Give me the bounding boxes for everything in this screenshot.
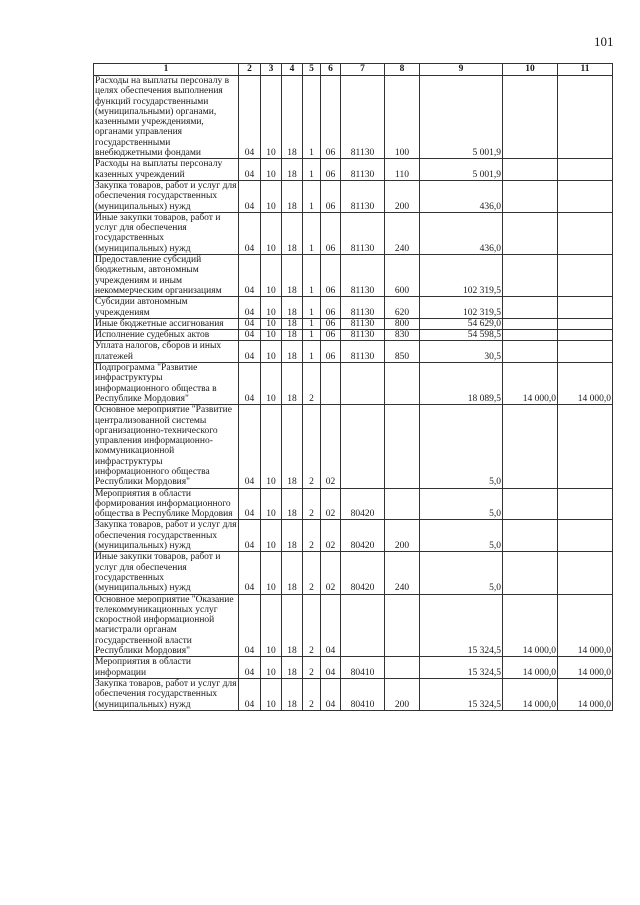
code-cell: 02 <box>321 552 341 594</box>
amount-cell <box>503 488 558 520</box>
code-cell: 80410 <box>341 657 385 679</box>
item-name-cell: Мероприятия в области формирования информационного общества в Республике Мордовия <box>94 488 239 520</box>
table-row <box>94 180 613 212</box>
table-row <box>94 159 613 181</box>
code-cell: 81130 <box>341 330 385 341</box>
item-name-cell: Закупка товаров, работ и услуг для обеспечения государственных (муниципальных) нужд <box>95 180 237 212</box>
amount-cell: 14 000,0 <box>558 657 613 679</box>
amount-cell <box>558 159 613 181</box>
code-cell: 18 <box>282 180 303 212</box>
code-cell: 200 <box>385 180 420 212</box>
code-cell: 80420 <box>341 552 385 594</box>
code-cell: 81130 <box>341 255 385 297</box>
amount-cell: 5 001,9 <box>420 76 503 159</box>
code-cell: 18 <box>282 552 303 594</box>
amount-cell: 436,0 <box>420 212 503 254</box>
code-cell: 2 <box>303 520 321 552</box>
code-cell: 200 <box>385 520 420 552</box>
table-row <box>94 318 613 329</box>
amount-cell <box>558 318 613 329</box>
code-cell: 10 <box>261 76 282 159</box>
code-cell: 80420 <box>341 488 385 520</box>
code-cell <box>385 405 420 488</box>
code-cell: 10 <box>261 657 282 679</box>
code-cell: 850 <box>385 341 420 363</box>
code-cell: 1 <box>303 297 321 319</box>
code-cell: 110 <box>385 159 420 181</box>
amount-cell: 15 324,5 <box>420 678 503 710</box>
code-cell: 81130 <box>341 180 385 212</box>
amount-cell: 14 000,0 <box>503 678 558 710</box>
code-cell: 18 <box>282 341 303 363</box>
header-cell: 9 <box>420 64 503 76</box>
code-cell: 18 <box>282 318 303 329</box>
code-cell: 10 <box>261 594 282 657</box>
code-cell: 06 <box>321 76 341 159</box>
code-cell: 06 <box>321 330 341 341</box>
code-cell: 10 <box>261 330 282 341</box>
code-cell: 06 <box>321 318 341 329</box>
code-cell: 18 <box>282 255 303 297</box>
code-cell: 2 <box>303 552 321 594</box>
code-cell: 04 <box>321 678 341 710</box>
code-cell: 06 <box>321 341 341 363</box>
amount-cell: 14 000,0 <box>558 363 613 405</box>
code-cell: 06 <box>321 297 341 319</box>
code-cell: 04 <box>239 318 261 329</box>
amount-cell <box>558 180 613 212</box>
code-cell: 04 <box>239 330 261 341</box>
amount-cell <box>503 180 558 212</box>
amount-cell <box>503 212 558 254</box>
table-row <box>94 363 613 405</box>
amount-cell: 5,0 <box>420 405 503 488</box>
code-cell: 02 <box>321 405 341 488</box>
code-cell: 100 <box>385 76 420 159</box>
item-name-cell: Расходы на выплаты персоналу казенных учреждений <box>94 159 239 181</box>
table-row <box>94 330 613 341</box>
code-cell: 18 <box>282 212 303 254</box>
code-cell: 06 <box>321 255 341 297</box>
amount-cell <box>503 255 558 297</box>
code-cell: 1 <box>303 330 321 341</box>
item-name-cell: Подпрограмма "Развитие инфраструктуры информационного общества в Республике Мордовия" <box>94 363 239 405</box>
code-cell: 600 <box>385 255 420 297</box>
amount-cell: 15 324,5 <box>420 657 503 679</box>
code-cell: 1 <box>303 76 321 159</box>
amount-cell <box>558 341 613 363</box>
code-cell: 04 <box>321 594 341 657</box>
item-name-cell: Закупка товаров, работ и услуг для обеспечения государственных (муниципальных) нужд <box>95 678 237 710</box>
code-cell: 10 <box>261 297 282 319</box>
budget-table <box>93 63 613 711</box>
amount-cell <box>503 520 558 552</box>
amount-cell: 102 319,5 <box>420 255 503 297</box>
code-cell: 2 <box>303 488 321 520</box>
code-cell: 10 <box>261 341 282 363</box>
header-cell: 4 <box>282 64 303 76</box>
table-row <box>94 341 613 363</box>
code-cell: 80420 <box>341 520 385 552</box>
amount-cell <box>503 552 558 594</box>
amount-cell: 436,0 <box>420 180 503 212</box>
code-cell: 81130 <box>341 297 385 319</box>
page-number: 101 <box>594 34 614 49</box>
amount-cell: 30,5 <box>420 341 503 363</box>
code-cell: 04 <box>239 76 261 159</box>
code-cell: 04 <box>239 159 261 181</box>
item-name-cell: Основное мероприятие "Оказание телекоммуникационных услуг скоростной информационной магистрали органам государственной власти Республики Мордовия" <box>94 594 239 657</box>
code-cell: 1 <box>303 255 321 297</box>
amount-cell <box>558 488 613 520</box>
amount-cell: 5,0 <box>420 488 503 520</box>
code-cell <box>385 657 420 679</box>
header-cell: 2 <box>239 64 261 76</box>
code-cell: 1 <box>303 180 321 212</box>
code-cell: 81130 <box>341 212 385 254</box>
code-cell: 18 <box>282 488 303 520</box>
table-row <box>94 297 613 319</box>
amount-cell <box>558 330 613 341</box>
code-cell: 10 <box>261 318 282 329</box>
code-cell: 2 <box>303 594 321 657</box>
header-cell: 3 <box>261 64 282 76</box>
header-cell: 11 <box>558 64 613 76</box>
amount-cell: 54 629,0 <box>420 318 503 329</box>
amount-cell: 102 319,5 <box>420 297 503 319</box>
amount-cell <box>558 552 613 594</box>
code-cell: 81130 <box>341 159 385 181</box>
amount-cell <box>558 520 613 552</box>
amount-cell: 14 000,0 <box>503 363 558 405</box>
code-cell: 18 <box>282 363 303 405</box>
amount-cell <box>558 212 613 254</box>
table-row <box>94 657 613 679</box>
header-cell: 5 <box>303 64 321 76</box>
amount-cell: 14 000,0 <box>503 594 558 657</box>
code-cell: 02 <box>321 488 341 520</box>
code-cell: 10 <box>261 255 282 297</box>
header-cell: 10 <box>503 64 558 76</box>
code-cell: 04 <box>239 255 261 297</box>
code-cell: 80410 <box>341 678 385 710</box>
item-name-cell: Исполнение судебных актов <box>94 330 239 341</box>
code-cell <box>385 594 420 657</box>
code-cell: 18 <box>282 159 303 181</box>
table-row <box>94 552 613 594</box>
item-name-cell: Расходы на выплаты персоналу в целях обеспечения выполнения функций государственными (муниципальными) органами, казенными учреждениями, органами управления государственными внебюджетными фондами <box>94 76 239 159</box>
code-cell: 200 <box>385 678 420 710</box>
header-cell: 6 <box>321 64 341 76</box>
code-cell: 240 <box>385 552 420 594</box>
code-cell: 04 <box>239 180 261 212</box>
table-row <box>94 520 613 552</box>
item-name-cell: Мероприятия в области информации <box>94 657 239 679</box>
code-cell: 06 <box>321 212 341 254</box>
code-cell: 2 <box>303 363 321 405</box>
code-cell: 10 <box>261 405 282 488</box>
amount-cell <box>503 76 558 159</box>
code-cell <box>385 488 420 520</box>
code-cell <box>321 363 341 405</box>
amount-cell: 14 000,0 <box>503 657 558 679</box>
code-cell: 06 <box>321 180 341 212</box>
code-cell: 18 <box>282 594 303 657</box>
amount-cell: 15 324,5 <box>420 594 503 657</box>
code-cell: 2 <box>303 657 321 679</box>
code-cell: 04 <box>239 678 261 710</box>
item-name-cell: Основное мероприятие "Развитие централизованной системы организационно-технического управления информационно-коммуникационной инфраструктуры информационного общества Республики Мордовия" <box>94 405 239 488</box>
table-header-row <box>94 64 613 76</box>
code-cell <box>341 363 385 405</box>
table-row <box>94 678 613 710</box>
code-cell: 04 <box>239 297 261 319</box>
table-row <box>94 405 613 488</box>
code-cell: 04 <box>239 405 261 488</box>
amount-cell <box>503 330 558 341</box>
amount-cell: 14 000,0 <box>558 678 613 710</box>
amount-cell <box>558 405 613 488</box>
item-name-cell: Закупка товаров, работ и услуг для обеспечения государственных (муниципальных) нужд <box>95 520 237 552</box>
code-cell: 04 <box>239 520 261 552</box>
amount-cell <box>503 297 558 319</box>
code-cell: 04 <box>239 212 261 254</box>
code-cell: 04 <box>239 657 261 679</box>
code-cell: 1 <box>303 212 321 254</box>
code-cell: 18 <box>282 76 303 159</box>
code-cell: 04 <box>239 594 261 657</box>
header-cell: 8 <box>385 64 420 76</box>
amount-cell: 18 089,5 <box>420 363 503 405</box>
table-row <box>94 594 613 657</box>
amount-cell: 54 598,5 <box>420 330 503 341</box>
item-name-cell: Иные бюджетные ассигнования <box>94 318 239 329</box>
amount-cell <box>503 341 558 363</box>
amount-cell: 5,0 <box>420 552 503 594</box>
table-row <box>94 212 613 254</box>
item-name-cell: Иные закупки товаров, работ и услуг для обеспечения государственных (муниципальных) нужд <box>94 552 239 594</box>
code-cell: 81130 <box>341 341 385 363</box>
code-cell: 240 <box>385 212 420 254</box>
code-cell <box>341 405 385 488</box>
code-cell: 18 <box>282 297 303 319</box>
table-row <box>94 255 613 297</box>
amount-cell <box>558 255 613 297</box>
item-name-cell: Иные закупки товаров, работ и услуг для обеспечения государственных (муниципальных) нужд <box>94 212 239 254</box>
amount-cell <box>503 405 558 488</box>
code-cell: 06 <box>321 159 341 181</box>
code-cell: 18 <box>282 405 303 488</box>
code-cell: 1 <box>303 159 321 181</box>
amount-cell <box>558 76 613 159</box>
code-cell: 10 <box>261 552 282 594</box>
code-cell: 10 <box>261 212 282 254</box>
amount-cell: 5,0 <box>420 520 503 552</box>
code-cell: 620 <box>385 297 420 319</box>
code-cell: 81130 <box>341 318 385 329</box>
code-cell: 10 <box>261 678 282 710</box>
code-cell: 04 <box>239 341 261 363</box>
code-cell: 1 <box>303 318 321 329</box>
code-cell <box>341 594 385 657</box>
table-row <box>94 76 613 159</box>
item-name-cell: Субсидии автономным учреждениям <box>94 297 239 319</box>
code-cell: 10 <box>261 363 282 405</box>
header-cell: 1 <box>94 64 239 76</box>
code-cell: 800 <box>385 318 420 329</box>
code-cell: 830 <box>385 330 420 341</box>
amount-cell <box>558 297 613 319</box>
code-cell: 1 <box>303 341 321 363</box>
code-cell: 2 <box>303 405 321 488</box>
item-name-cell: Уплата налогов, сборов и иных платежей <box>94 341 239 363</box>
item-name-cell: Предоставление субсидий бюджетным, автономным учреждениям и иным некоммерческим организациям <box>94 255 239 297</box>
code-cell: 18 <box>282 678 303 710</box>
code-cell: 04 <box>321 657 341 679</box>
amount-cell: 5 001,9 <box>420 159 503 181</box>
table-row <box>94 488 613 520</box>
code-cell: 18 <box>282 330 303 341</box>
code-cell: 04 <box>239 552 261 594</box>
code-cell: 10 <box>261 159 282 181</box>
code-cell: 04 <box>239 488 261 520</box>
code-cell: 18 <box>282 657 303 679</box>
amount-cell <box>503 318 558 329</box>
code-cell: 02 <box>321 520 341 552</box>
code-cell: 10 <box>261 488 282 520</box>
code-cell: 18 <box>282 520 303 552</box>
amount-cell: 14 000,0 <box>558 594 613 657</box>
code-cell: 10 <box>261 520 282 552</box>
code-cell: 10 <box>261 180 282 212</box>
code-cell: 81130 <box>341 76 385 159</box>
amount-cell <box>503 159 558 181</box>
code-cell: 2 <box>303 678 321 710</box>
code-cell <box>385 363 420 405</box>
header-cell: 7 <box>341 64 385 76</box>
code-cell: 04 <box>239 363 261 405</box>
